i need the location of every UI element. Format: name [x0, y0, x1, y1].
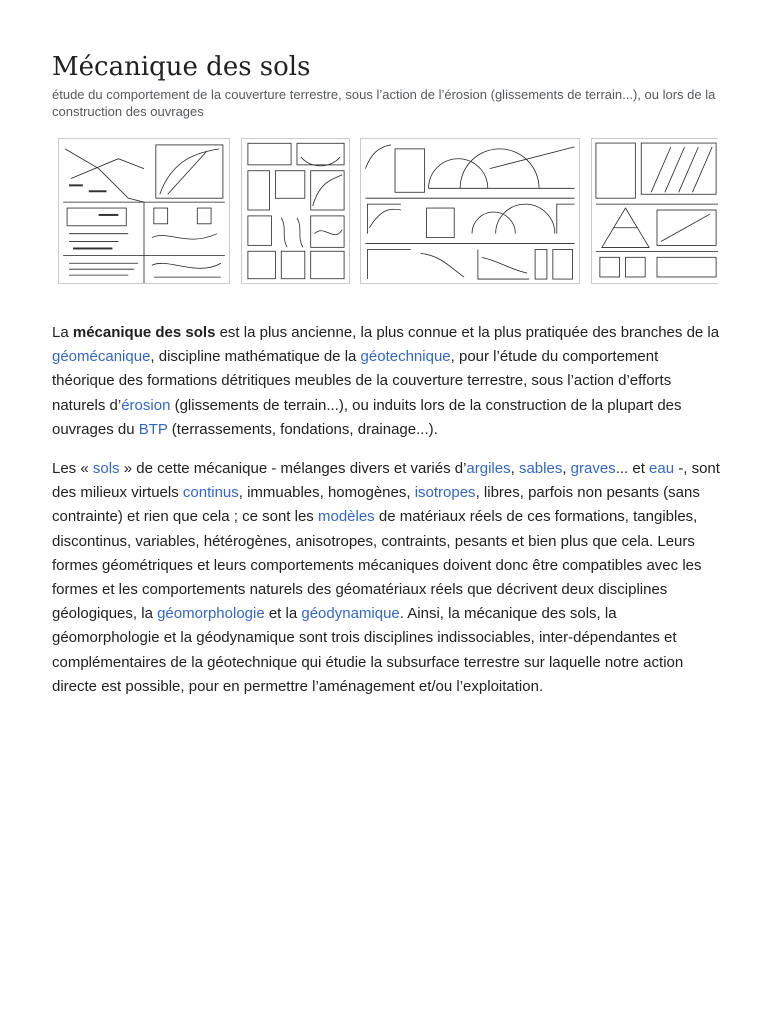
- paragraph-sols: [52, 457, 720, 699]
- text: ,: [562, 460, 571, 477]
- text: , pour l’étude du comportement théorique des formations détritiques meubles de la couverture terrestre, sous l’action d’efforts naturels d’: [52, 348, 672, 414]
- link-argiles[interactable]: argiles: [466, 460, 511, 477]
- text: ,: [510, 460, 519, 477]
- text: (glissements de terrain...), ou induits lors de la construction de la plupart des ouvrages du: [52, 396, 682, 438]
- link-isotropes[interactable]: isotropes: [414, 484, 476, 502]
- text: , discipline mathématique de la: [150, 348, 361, 366]
- soil-diagram-image: [361, 139, 579, 283]
- soil-diagram-image: [59, 139, 229, 283]
- link-geotechnique[interactable]: géotechnique: [360, 348, 451, 366]
- link-geodynamique[interactable]: géodynamique: [301, 605, 400, 623]
- text: ... et: [615, 460, 650, 477]
- text: , immuables, homogènes,: [238, 484, 415, 502]
- page-title: Mécanique des sols: [52, 52, 311, 82]
- link-modeles[interactable]: modèles: [317, 508, 375, 526]
- text: de matériaux réels de ces formations, tangibles, discontinus, variables, hétérogènes, anisotropes, contraints, pesants et bien plus que cela. Leurs formes géométriques et leurs comportements mécaniques doivent donc être compatibles avec les formes et les comportements naturels des géomatériaux réels que décrivent deux disciplines géologiques, la: [52, 508, 702, 623]
- link-eau[interactable]: eau: [649, 460, 675, 477]
- link-sables[interactable]: sables: [518, 460, 563, 477]
- bold-term: mécanique des sols: [72, 324, 216, 341]
- text: est la plus ancienne, la plus connue et la plus pratiquée des branches de la: [215, 324, 720, 341]
- page-subtitle: étude du comportement de la couverture terrestre, sous l’action de l’érosion (glissements de terrain...), ou lors de la construction des ouvrages: [52, 87, 716, 119]
- text: (terrassements, fondations, drainage...).: [167, 420, 438, 438]
- text: et la: [264, 605, 302, 623]
- text: La: [52, 324, 73, 341]
- paragraph-intro: [52, 321, 720, 442]
- link-continus[interactable]: continus: [182, 484, 239, 502]
- link-graves[interactable]: graves: [570, 460, 616, 477]
- gallery-image-4[interactable]: [591, 138, 718, 284]
- text: -, sont des milieux virtuels: [52, 460, 720, 502]
- link-erosion[interactable]: érosion: [121, 396, 171, 414]
- link-btp[interactable]: BTP: [138, 420, 168, 438]
- link-sols[interactable]: sols: [92, 460, 120, 477]
- soil-diagram-image: [592, 139, 718, 283]
- gallery-image-3[interactable]: [360, 138, 580, 284]
- gallery-image-2[interactable]: [241, 138, 350, 284]
- text: Les «: [52, 460, 93, 477]
- text: . Ainsi, la mécanique des sols, la géomorphologie et la géodynamique sont trois disciplines indissociables, inter-dépendantes et complémentaires de la géotechnique qui étudie la subsurface terrestre sur laquelle notre action directe est possible, pour en permettre l’aménagement et/ou l’exploitation.: [52, 605, 684, 695]
- text: , libres, parfois non pesants (sans contrainte) et rien que cela ; ce sont les: [52, 484, 700, 526]
- soil-diagram-image: [242, 139, 349, 283]
- gallery-image-1[interactable]: [58, 138, 230, 284]
- link-geomorphologie[interactable]: géomorphologie: [157, 605, 265, 623]
- image-gallery: [58, 138, 718, 284]
- text: » de cette mécanique - mélanges divers et variés d’: [119, 460, 467, 477]
- link-geomecanique[interactable]: géomécanique: [52, 348, 151, 366]
